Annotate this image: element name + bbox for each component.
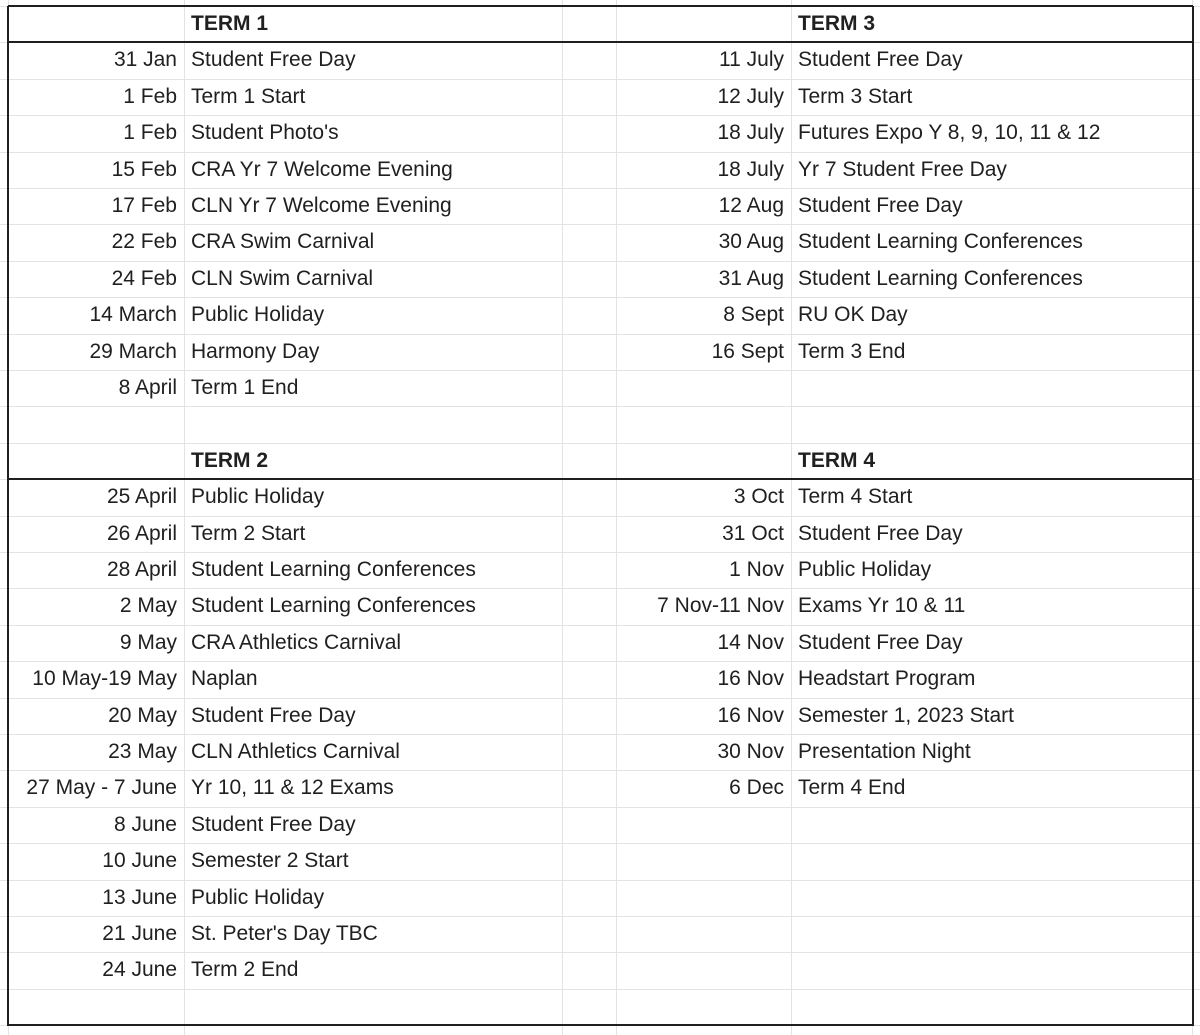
event-name-cell[interactable]: Student Photo's bbox=[191, 121, 339, 144]
grid-line bbox=[0, 880, 1200, 881]
event-date-cell[interactable]: 11 July bbox=[719, 48, 784, 71]
event-name-cell[interactable]: Public Holiday bbox=[798, 558, 932, 581]
event-date-cell[interactable]: 12 Aug bbox=[718, 194, 784, 217]
cell-border bbox=[1192, 6, 1194, 1026]
event-name-cell[interactable]: Futures Expo Y 8, 9, 10, 11 & 12 bbox=[798, 121, 1101, 144]
event-name-cell[interactable]: Yr 10, 11 & 12 Exams bbox=[191, 776, 394, 799]
event-date-cell[interactable]: 28 April bbox=[106, 558, 177, 581]
event-date-cell[interactable]: 8 Sept bbox=[723, 303, 784, 326]
grid-line bbox=[184, 0, 185, 1035]
event-name-cell[interactable]: Term 1 End bbox=[191, 376, 299, 399]
event-date-cell[interactable]: 18 July bbox=[717, 121, 784, 144]
grid-line bbox=[562, 0, 563, 1035]
event-name-cell[interactable]: Term 3 Start bbox=[798, 85, 913, 108]
event-name-cell[interactable]: Headstart Program bbox=[798, 667, 976, 690]
event-date-cell[interactable]: 30 Nov bbox=[717, 740, 784, 763]
event-date-cell[interactable]: 14 March bbox=[89, 303, 177, 326]
event-name-cell[interactable]: Term 1 Start bbox=[191, 85, 306, 108]
event-date-cell[interactable]: 25 April bbox=[106, 485, 177, 508]
event-name-cell[interactable]: RU OK Day bbox=[798, 303, 908, 326]
event-name-cell[interactable]: Student Learning Conferences bbox=[191, 594, 476, 617]
event-name-cell[interactable]: CRA Yr 7 Welcome Evening bbox=[191, 158, 453, 181]
grid-line bbox=[0, 989, 1200, 990]
event-date-cell[interactable]: 24 June bbox=[102, 958, 177, 981]
event-date-cell[interactable]: 1 Feb bbox=[123, 85, 177, 108]
term-header[interactable]: TERM 1 bbox=[191, 12, 269, 35]
cell-border bbox=[8, 1024, 1193, 1026]
event-name-cell[interactable]: Naplan bbox=[191, 667, 258, 690]
event-date-cell[interactable]: 31 Oct bbox=[722, 522, 784, 545]
event-date-cell[interactable]: 7 Nov-11 Nov bbox=[657, 594, 784, 617]
event-name-cell[interactable]: Student Free Day bbox=[798, 194, 963, 217]
event-name-cell[interactable]: St. Peter's Day TBC bbox=[191, 922, 378, 945]
event-date-cell[interactable]: 9 May bbox=[119, 631, 177, 654]
event-date-cell[interactable]: 1 Feb bbox=[123, 121, 177, 144]
grid-line bbox=[791, 0, 792, 1035]
event-name-cell[interactable]: Exams Yr 10 & 11 bbox=[798, 594, 966, 617]
event-name-cell[interactable]: Term 2 End bbox=[191, 958, 299, 981]
grid-line bbox=[0, 916, 1200, 917]
event-date-cell[interactable]: 22 Feb bbox=[111, 230, 177, 253]
event-date-cell[interactable]: 13 June bbox=[102, 886, 177, 909]
event-date-cell[interactable]: 23 May bbox=[108, 740, 177, 763]
event-date-cell[interactable]: 26 April bbox=[106, 522, 177, 545]
event-date-cell[interactable]: 21 June bbox=[102, 922, 177, 945]
event-date-cell[interactable]: 31 Aug bbox=[718, 267, 784, 290]
event-name-cell[interactable]: Term 4 End bbox=[798, 776, 906, 799]
event-name-cell[interactable]: Semester 1, 2023 Start bbox=[798, 704, 1014, 727]
event-date-cell[interactable]: 15 Feb bbox=[111, 158, 177, 181]
event-name-cell[interactable]: Public Holiday bbox=[191, 886, 325, 909]
event-name-cell[interactable]: Student Free Day bbox=[798, 631, 963, 654]
term-header[interactable]: TERM 3 bbox=[798, 12, 876, 35]
event-name-cell[interactable]: Term 2 Start bbox=[191, 522, 306, 545]
event-date-cell[interactable]: 12 July bbox=[717, 85, 784, 108]
event-date-cell[interactable]: 10 May-19 May bbox=[32, 667, 177, 690]
event-name-cell[interactable]: Student Learning Conferences bbox=[798, 230, 1083, 253]
event-date-cell[interactable]: 1 Nov bbox=[729, 558, 784, 581]
term-header[interactable]: TERM 2 bbox=[191, 449, 269, 472]
event-name-cell[interactable]: CLN Swim Carnival bbox=[191, 267, 374, 290]
event-date-cell[interactable]: 8 June bbox=[113, 813, 177, 836]
event-date-cell[interactable]: 18 July bbox=[717, 158, 784, 181]
event-name-cell[interactable]: Student Free Day bbox=[798, 522, 963, 545]
event-name-cell[interactable]: Student Learning Conferences bbox=[798, 267, 1083, 290]
event-name-cell[interactable]: Semester 2 Start bbox=[191, 849, 349, 872]
grid-line bbox=[0, 406, 1200, 407]
event-date-cell[interactable]: 16 Sept bbox=[711, 340, 784, 363]
grid-line bbox=[0, 807, 1200, 808]
event-date-cell[interactable]: 27 May - 7 June bbox=[26, 776, 177, 799]
grid-line bbox=[0, 370, 1200, 371]
event-name-cell[interactable]: Presentation Night bbox=[798, 740, 971, 763]
event-name-cell[interactable]: Harmony Day bbox=[191, 340, 320, 363]
event-name-cell[interactable]: CRA Swim Carnival bbox=[191, 230, 375, 253]
event-name-cell[interactable]: CLN Yr 7 Welcome Evening bbox=[191, 194, 452, 217]
event-date-cell[interactable]: 16 Nov bbox=[717, 704, 784, 727]
event-name-cell[interactable]: CRA Athletics Carnival bbox=[191, 631, 402, 654]
event-name-cell[interactable]: Student Free Day bbox=[191, 813, 356, 836]
event-name-cell[interactable]: Yr 7 Student Free Day bbox=[798, 158, 1007, 181]
event-name-cell[interactable]: Student Free Day bbox=[191, 704, 356, 727]
event-name-cell[interactable]: Student Free Day bbox=[191, 48, 356, 71]
event-name-cell[interactable]: Term 3 End bbox=[798, 340, 906, 363]
event-date-cell[interactable]: 31 Jan bbox=[113, 48, 177, 71]
event-name-cell[interactable]: Student Free Day bbox=[798, 48, 963, 71]
event-name-cell[interactable]: Public Holiday bbox=[191, 303, 325, 326]
event-date-cell[interactable]: 6 Dec bbox=[729, 776, 784, 799]
event-date-cell[interactable]: 3 Oct bbox=[733, 485, 784, 508]
event-date-cell[interactable]: 16 Nov bbox=[717, 667, 784, 690]
event-date-cell[interactable]: 10 June bbox=[102, 849, 177, 872]
event-date-cell[interactable]: 30 Aug bbox=[718, 230, 784, 253]
event-date-cell[interactable]: 20 May bbox=[108, 704, 177, 727]
event-date-cell[interactable]: 14 Nov bbox=[717, 631, 784, 654]
event-name-cell[interactable]: Public Holiday bbox=[191, 485, 325, 508]
event-name-cell[interactable]: CLN Athletics Carnival bbox=[191, 740, 400, 763]
event-date-cell[interactable]: 2 May bbox=[119, 594, 177, 617]
grid-line bbox=[0, 843, 1200, 844]
event-name-cell[interactable]: Term 4 Start bbox=[798, 485, 913, 508]
event-date-cell[interactable]: 29 March bbox=[89, 340, 177, 363]
event-date-cell[interactable]: 8 April bbox=[118, 376, 177, 399]
term-header[interactable]: TERM 4 bbox=[798, 449, 876, 472]
event-date-cell[interactable]: 17 Feb bbox=[111, 194, 177, 217]
grid-line bbox=[0, 952, 1200, 953]
event-name-cell[interactable]: Student Learning Conferences bbox=[191, 558, 476, 581]
event-date-cell[interactable]: 24 Feb bbox=[111, 267, 177, 290]
